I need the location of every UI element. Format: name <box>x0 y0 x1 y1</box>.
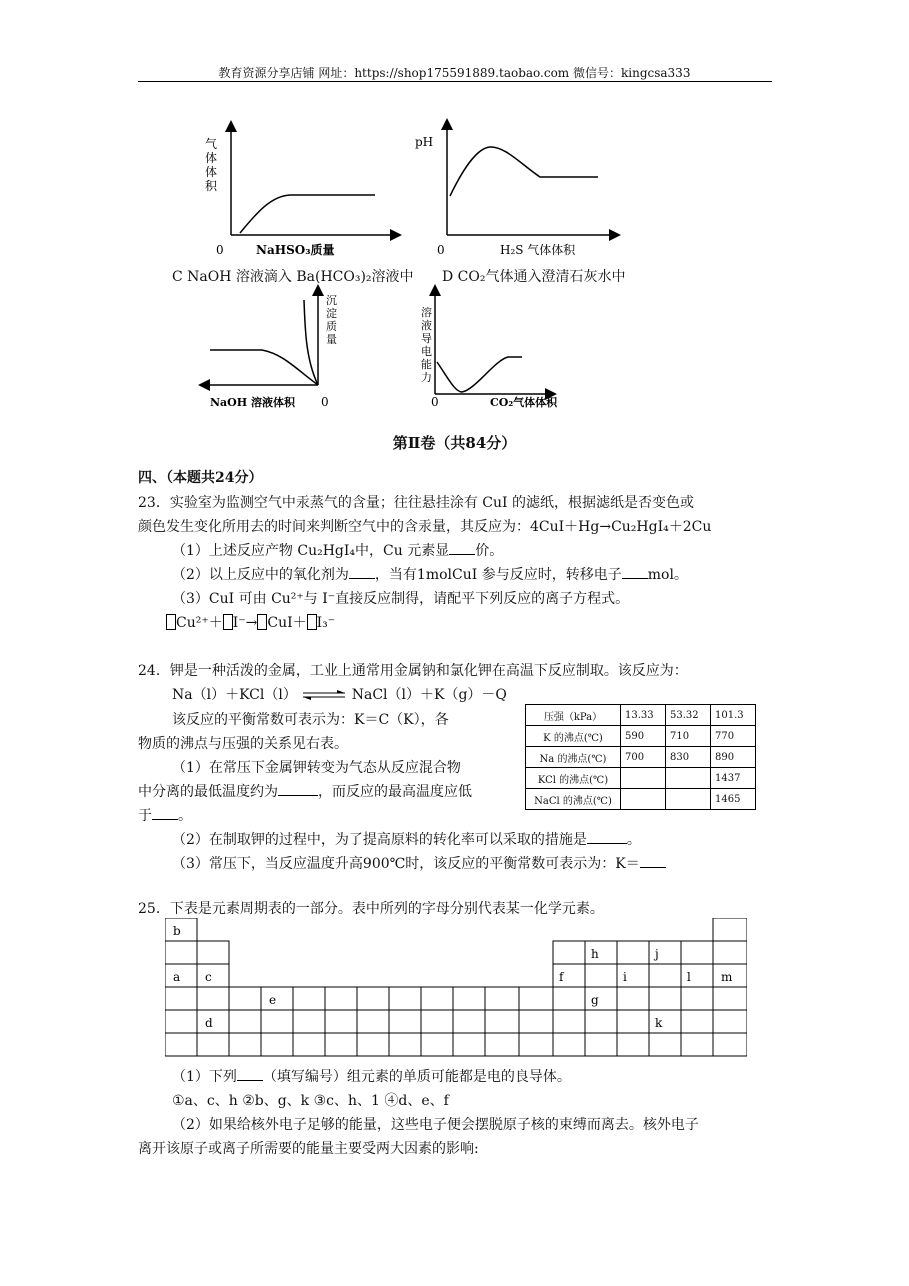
q24-p5-text: 于 <box>138 808 152 824</box>
graph-d-ylabel-5: 力 <box>421 371 432 384</box>
q23-line1: 23．实验室为监测空气中汞蒸气的含量；往往悬挂涂有 CuI 的滤纸，根据滤纸是否变色或 <box>138 495 694 511</box>
table-cell: 890 <box>711 747 756 768</box>
q24-p5 <box>138 805 192 825</box>
eq-term-4: I₃⁻ <box>316 615 336 631</box>
table-row <box>526 726 756 747</box>
coef-box-2[interactable] <box>223 614 233 630</box>
table-cell: 700 <box>621 747 666 768</box>
graph-b <box>415 124 615 257</box>
graph-c-ylabel-1: 淀 <box>326 307 337 320</box>
q24-s2-end: 。 <box>626 832 641 848</box>
q24-equation <box>172 684 507 704</box>
graph-c-ylabel-3: 量 <box>326 333 337 346</box>
graph-b-curve <box>450 147 598 196</box>
graph-d-ylabel-4: 能 <box>421 358 432 371</box>
q23-s1 <box>172 540 503 560</box>
graph-c <box>204 290 337 409</box>
graphs-figure <box>0 0 909 420</box>
q25-s1-end: （填写编号）组元素的单质可能都是电的良导体。 <box>262 1069 571 1085</box>
table-cell: 1437 <box>711 768 756 789</box>
q25-s1 <box>172 1066 571 1086</box>
table-cell <box>621 768 666 789</box>
q23-s2-mid: ，当有1molCuI 参与反应时，转移电子 <box>374 567 622 583</box>
graph-d-ylabel-2: 导 <box>421 332 432 345</box>
graph-c-ylabel-2: 质 <box>326 320 337 333</box>
periodic-table <box>165 918 747 1058</box>
graph-d-ylabel-1: 液 <box>421 319 432 332</box>
element-m: m <box>721 970 733 984</box>
graph-d-ylabel-3: 电 <box>421 345 432 358</box>
table-cell: 770 <box>711 726 756 747</box>
element-a: a <box>173 970 181 984</box>
graph-a-xlabel: NaHSO₃质量 <box>256 243 335 257</box>
table-cell: 压强（kPa） <box>526 705 621 726</box>
q24-s2-blank[interactable] <box>587 831 627 844</box>
q24-p3: （1）在常压下金属钾转变为气态从反应混合物 <box>172 760 461 776</box>
table-row <box>526 789 756 810</box>
q24-p5-end: 。 <box>178 808 192 824</box>
element-g: g <box>591 993 599 1007</box>
graph-a <box>205 126 396 257</box>
q24-eq-left: Na（l）＋KCl（l） <box>172 687 297 703</box>
page-header: 教育资源分享店铺 网址：https://shop175591889.taobao.com 微信号：kingcsa333 <box>218 66 691 80</box>
table-row <box>526 747 756 768</box>
element-f: f <box>559 970 564 984</box>
graph-b-origin: 0 <box>437 243 445 257</box>
q24-line1: 24．钾是一种活泼的金属，工业上通常用金属钠和氯化钾在高温下反应制取。该反应为： <box>138 663 688 679</box>
graph-c-xlabel: NaOH 溶液体积 <box>210 396 295 409</box>
q23-equation <box>166 612 335 632</box>
graph-a-curve <box>240 195 375 233</box>
q23-s3: （3）CuI 可由 Cu²⁺与 I⁻直接反应制得，请配平下列反应的离子方程式。 <box>172 591 630 607</box>
q23-s1-end: 价。 <box>475 543 504 559</box>
element-b: b <box>173 924 181 938</box>
q23-s2 <box>172 564 688 584</box>
q23-line2: 颜色发生变化所用去的时间来判断空气中的含汞量，其反应为：4CuI＋Hg→Cu₂HgI₄＋2Cu <box>138 519 712 535</box>
graph-d <box>421 290 558 409</box>
graph-d-ylabel-0: 溶 <box>421 306 432 319</box>
graph-a-ylabel-1: 体 <box>205 151 218 165</box>
graph-a-origin: 0 <box>216 243 224 257</box>
element-e: e <box>269 993 277 1007</box>
q25-s1-text: （1）下列 <box>172 1069 237 1085</box>
graph-b-ylabel: pH <box>415 135 434 149</box>
q24-eq-right: NaCl（l）＋K（g）－Q <box>351 687 507 703</box>
q23-s1-blank[interactable] <box>449 542 475 555</box>
q24-p4-text: 中分离的最低温度约为 <box>138 784 278 800</box>
graph-c-curve-rise <box>304 300 318 385</box>
boiling-point-table <box>525 704 756 810</box>
q24-s3-text: （3）常压下，当反应温度升高900℃时，该反应的平衡常数可表示为：K＝ <box>172 856 640 872</box>
table-cell: 590 <box>621 726 666 747</box>
eq-term-3: CuI＋ <box>267 615 307 631</box>
q24-s3-blank[interactable] <box>640 855 666 868</box>
table-cell: 710 <box>666 726 711 747</box>
element-d: d <box>205 1016 213 1030</box>
part-four-title: 四、（本题共24分） <box>138 470 263 486</box>
table-cell: KCl 的沸点(℃) <box>526 768 621 789</box>
q23-s2-text: （2）以上反应中的氧化剂为 <box>172 567 349 583</box>
element-k: k <box>655 1016 663 1030</box>
table-cell: K 的沸点(℃) <box>526 726 621 747</box>
table-cell: 101.3 <box>711 705 756 726</box>
element-j: j <box>655 947 659 961</box>
eq-term-2: I⁻→ <box>232 615 258 631</box>
q25-s1-blank[interactable] <box>237 1068 263 1081</box>
q25-s2-line2: 离开该原子或离子所需要的能量主要受两大因素的影响: <box>138 1141 479 1157</box>
element-l: l <box>687 970 691 984</box>
q23-s2-blank2[interactable] <box>622 566 648 579</box>
element-h: h <box>591 947 599 961</box>
caption-c: C NaOH 溶液滴入 Ba(HCO₃)₂溶液中 <box>172 269 414 285</box>
q24-p2: 物质的沸点与压强的关系见右表。 <box>138 736 348 752</box>
q24-s2-text: （2）在制取钾的过程中，为了提高原料的转化率可以采取的措施是 <box>172 832 587 848</box>
table-cell: 13.33 <box>621 705 666 726</box>
table-cell: 1465 <box>711 789 756 810</box>
table-cell <box>621 789 666 810</box>
equilibrium-arrow-icon <box>301 689 347 701</box>
table-cell: NaCl 的沸点(℃) <box>526 789 621 810</box>
q24-p4-blank[interactable] <box>278 783 318 796</box>
q25-s2-line1: （2）如果给核外电子足够的能量，这些电子便会摆脱原子核的束缚而离去。核外电子 <box>172 1117 699 1133</box>
graph-d-origin: 0 <box>431 395 439 409</box>
table-cell <box>666 789 711 810</box>
q24-p4-end: ，而反应的最高温度应低 <box>318 784 472 800</box>
q24-s2 <box>172 829 641 849</box>
q23-s1-text: （1）上述反应产物 Cu₂HgI₄中，Cu 元素显 <box>172 543 450 559</box>
coef-box-3[interactable] <box>257 614 267 630</box>
q24-p4 <box>138 781 472 801</box>
q23-s2-blank1[interactable] <box>349 566 375 579</box>
graph-c-origin: 0 <box>321 395 329 409</box>
q25-options: ①a、c、h ②b、g、k ③c、h、1 ④d、e、f <box>172 1093 449 1109</box>
graph-a-ylabel-2: 体 <box>205 165 218 179</box>
graph-c-ylabel-0: 沉 <box>326 294 337 307</box>
caption-d: D CO₂气体通入澄清石灰水中 <box>442 269 626 285</box>
graph-a-ylabel-3: 积 <box>205 179 218 193</box>
table-cell: Na 的沸点(℃) <box>526 747 621 768</box>
section-title: 第Ⅱ卷（共84分） <box>392 434 517 452</box>
table-row <box>526 768 756 789</box>
graph-a-ylabel-0: 气 <box>205 137 218 151</box>
graph-b-xlabel: H₂S 气体体积 <box>500 243 576 257</box>
table-cell: 53.32 <box>666 705 711 726</box>
q25-line1: 25．下表是元素周期表的一部分。表中所列的字母分别代表某一化学元素。 <box>138 901 604 917</box>
graph-d-curve <box>437 357 522 392</box>
q24-s3 <box>172 853 666 873</box>
coef-box-4[interactable] <box>307 614 317 630</box>
graph-d-xlabel: CO₂气体体积 <box>490 396 558 409</box>
table-cell: 830 <box>666 747 711 768</box>
eq-term-1: Cu²⁺＋ <box>176 615 223 631</box>
table-row <box>526 705 756 726</box>
q24-p5-blank[interactable] <box>152 807 178 820</box>
graph-c-curve-drop <box>210 350 318 385</box>
q24-p1: 该反应的平衡常数可表示为：K＝C（K），各 <box>172 712 449 728</box>
coef-box-1[interactable] <box>166 614 176 630</box>
element-i: i <box>623 970 627 984</box>
table-cell <box>666 768 711 789</box>
element-c: c <box>205 970 212 984</box>
q23-s2-end: mol。 <box>647 567 688 583</box>
